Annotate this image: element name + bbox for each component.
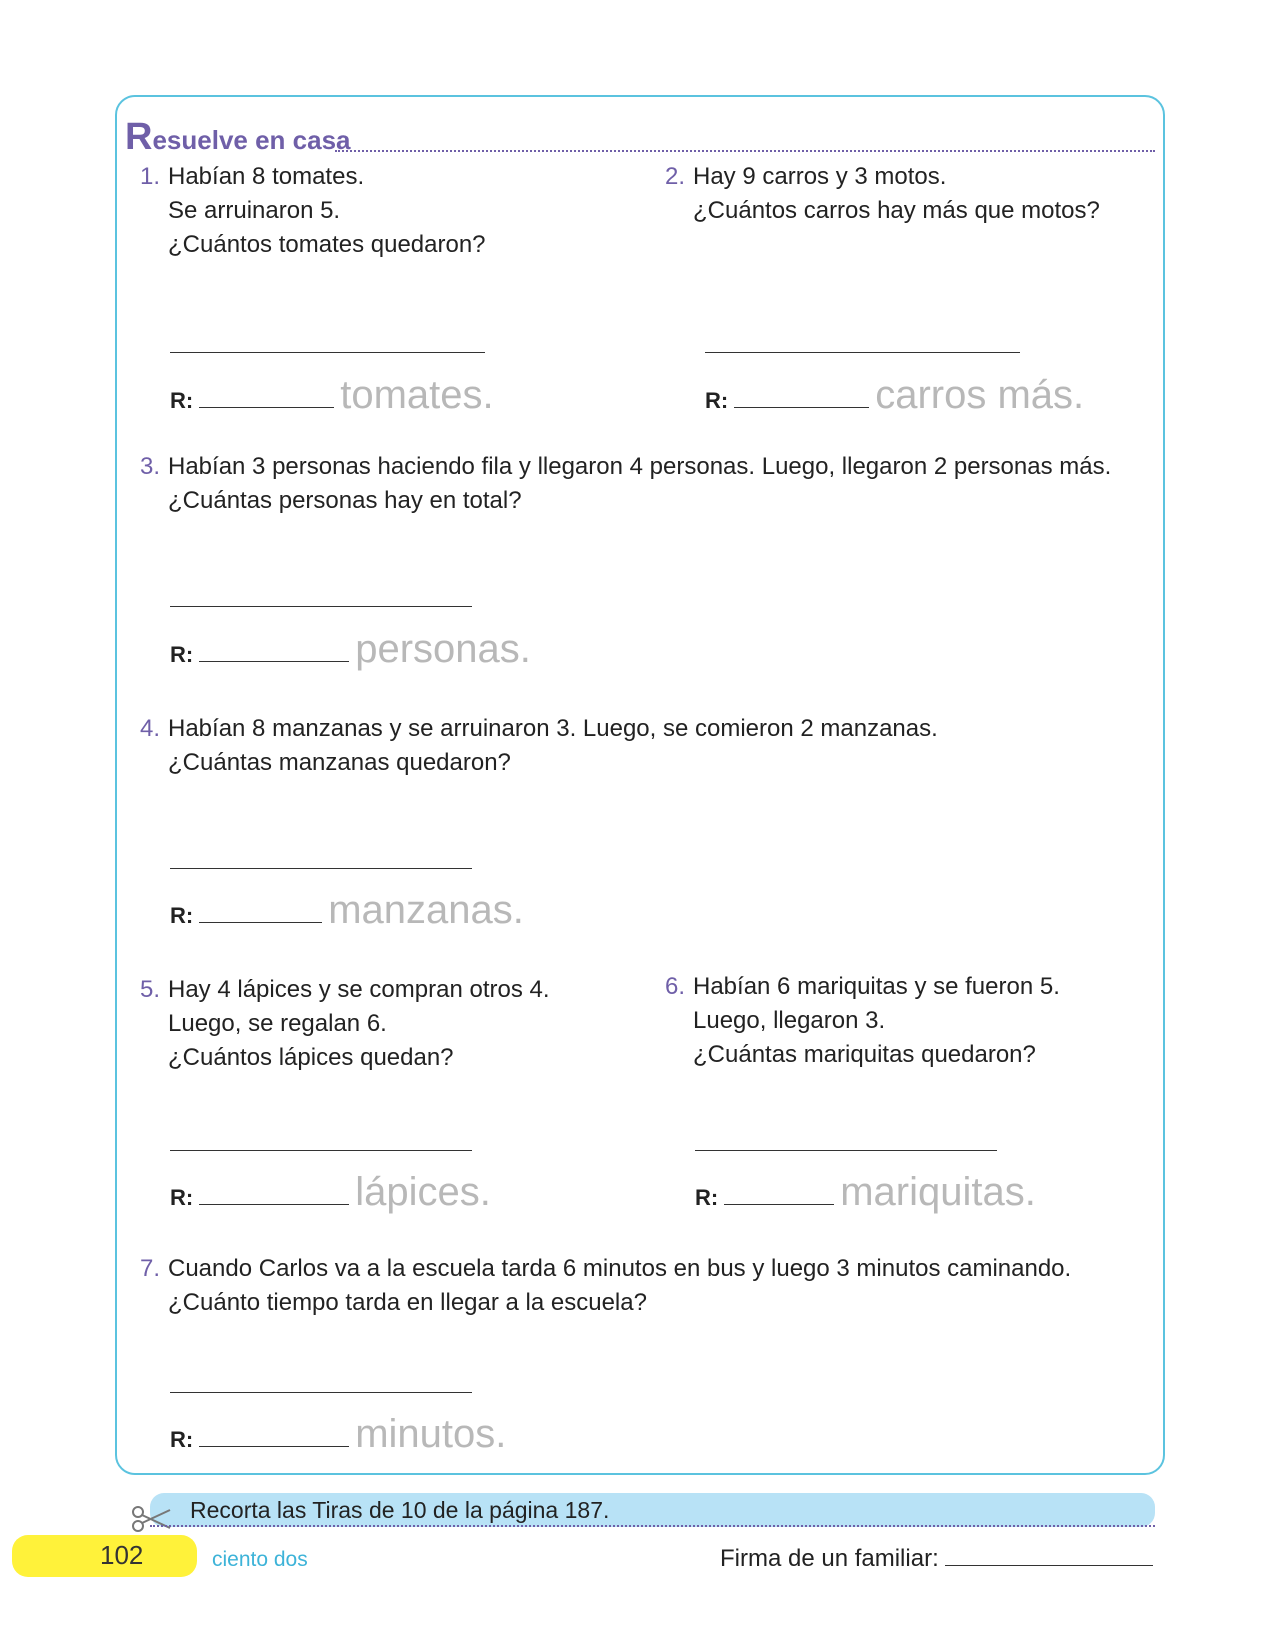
problem-text: ¿Cuántos carros hay más que motos? [693, 197, 1100, 224]
answer-label: R: [170, 642, 194, 667]
answer-blank[interactable] [734, 387, 869, 408]
problem-text: Luego, se regalan 6. [168, 1010, 387, 1037]
work-line[interactable] [170, 868, 472, 869]
answer-5 [170, 1170, 491, 1215]
problem-number: 3. [140, 453, 161, 480]
work-line[interactable] [170, 1392, 472, 1393]
problem-text: Hay 9 carros y 3 motos. [693, 163, 947, 190]
section-title-initial: R [125, 116, 153, 158]
answer-label: R: [695, 1185, 719, 1210]
answer-3 [170, 627, 531, 672]
cut-line [150, 1525, 1155, 1527]
problem-number: 5. [140, 976, 161, 1003]
answer-blank[interactable] [724, 1184, 834, 1205]
answer-2 [705, 373, 1084, 418]
problem-text: ¿Cuántas personas hay en total? [168, 487, 522, 514]
banner-text: Recorta las Tiras de 10 de la página 187. [190, 1497, 610, 1523]
answer-unit: lápices. [355, 1170, 491, 1214]
answer-4 [170, 888, 524, 933]
work-line[interactable] [705, 352, 1020, 353]
answer-label: R: [705, 388, 729, 413]
answer-1 [170, 373, 494, 418]
answer-label: R: [170, 388, 194, 413]
problem-text: Habían 6 mariquitas y se fueron 5. [693, 973, 1060, 1000]
problem-1 [140, 160, 486, 262]
answer-blank[interactable] [199, 902, 322, 923]
problem-5 [140, 973, 550, 1075]
problem-6 [665, 970, 1060, 1072]
problem-text: ¿Cuántos lápices quedan? [168, 1044, 454, 1071]
problem-text: Hay 4 lápices y se compran otros 4. [168, 976, 550, 1003]
work-line[interactable] [170, 352, 485, 353]
problem-text: Habían 8 manzanas y se arruinaron 3. Luego, se comieron 2 manzanas. [168, 715, 938, 742]
work-line[interactable] [695, 1150, 997, 1151]
problem-text: Cuando Carlos va a la escuela tarda 6 minutos en bus y luego 3 minutos caminando. [168, 1255, 1072, 1282]
page-number: 102 [100, 1540, 144, 1570]
answer-unit: tomates. [340, 373, 494, 417]
answer-blank[interactable] [199, 387, 334, 408]
section-title-text: esuelve en casa [152, 125, 351, 155]
problem-text: Luego, llegaron 3. [693, 1007, 886, 1034]
answer-7 [170, 1412, 506, 1457]
answer-label: R: [170, 903, 194, 928]
work-line[interactable] [170, 1150, 472, 1151]
answer-unit: carros más. [875, 373, 1085, 417]
signature-label: Firma de un familiar: [720, 1545, 939, 1572]
answer-unit: minutos. [355, 1412, 507, 1456]
problem-number: 4. [140, 715, 161, 742]
answer-6 [695, 1170, 1036, 1215]
problem-text: Se arruinaron 5. [168, 197, 341, 224]
problem-number: 2. [665, 163, 686, 190]
answer-blank[interactable] [199, 1184, 349, 1205]
problem-text: Habían 3 personas haciendo fila y llegaron 4 personas. Luego, llegaron 2 personas más. [168, 453, 1112, 480]
problem-number: 7. [140, 1255, 161, 1282]
problem-2 [665, 160, 1100, 228]
problem-text: ¿Cuántas mariquitas quedaron? [693, 1041, 1036, 1068]
page-number-words: ciento dos [212, 1548, 308, 1571]
title-dotted-rule [335, 150, 1155, 152]
scissors-icon [130, 1504, 172, 1534]
problem-number: 6. [665, 973, 686, 1000]
answer-unit: mariquitas. [840, 1170, 1036, 1214]
problem-3 [140, 450, 1111, 518]
problem-4 [140, 712, 938, 780]
answer-unit: personas. [355, 627, 531, 671]
answer-label: R: [170, 1185, 194, 1210]
answer-label: R: [170, 1427, 194, 1452]
problem-text: ¿Cuántos tomates quedaron? [168, 231, 486, 258]
signature-field [720, 1545, 1153, 1573]
problem-text: Habían 8 tomates. [168, 163, 365, 190]
work-line[interactable] [170, 606, 472, 607]
answer-unit: manzanas. [328, 888, 524, 932]
problem-7 [140, 1252, 1071, 1320]
problem-text: ¿Cuánto tiempo tarda en llegar a la escuela? [168, 1289, 647, 1316]
problem-number: 1. [140, 163, 161, 190]
signature-blank[interactable] [945, 1545, 1153, 1566]
answer-blank[interactable] [199, 641, 349, 662]
section-title [125, 116, 351, 159]
answer-blank[interactable] [199, 1426, 349, 1447]
problem-text: ¿Cuántas manzanas quedaron? [168, 749, 511, 776]
